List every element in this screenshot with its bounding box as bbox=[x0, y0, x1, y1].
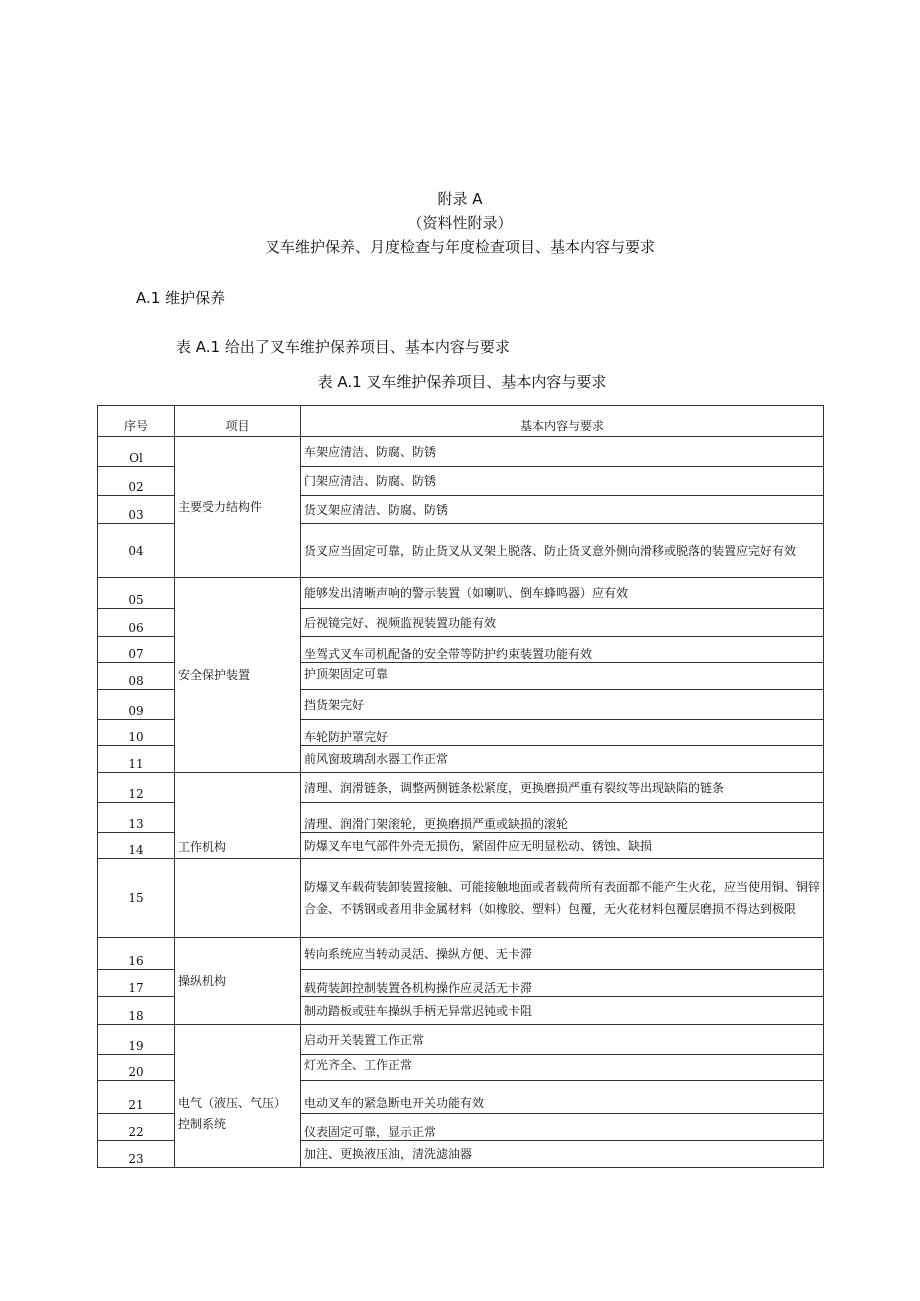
row-seq: Ol bbox=[98, 437, 175, 467]
row-seq: 08 bbox=[98, 663, 175, 690]
row-seq: 09 bbox=[98, 690, 175, 720]
section-heading: A.1 维护保养 bbox=[136, 289, 226, 307]
group-working-mechanism: 工作机构 bbox=[175, 773, 301, 859]
group-control-system: 控制系统 bbox=[175, 1114, 301, 1168]
group-empty-cell bbox=[175, 859, 301, 938]
row-requirement: 护顶架固定可靠 bbox=[301, 663, 824, 690]
row-requirement: 启动开关装置工作正常 bbox=[301, 1025, 824, 1055]
row-requirement: 灯光齐全、工作正常 bbox=[301, 1055, 824, 1081]
table-row bbox=[98, 437, 824, 467]
row-seq: 12 bbox=[98, 773, 175, 803]
table-row bbox=[98, 578, 824, 609]
row-requirement: 电动叉车的紧急断电开关功能有效 bbox=[301, 1081, 824, 1114]
group-safety-devices: 安全保护装置 bbox=[175, 578, 301, 773]
maintenance-table bbox=[97, 405, 824, 1168]
row-seq: 13 bbox=[98, 803, 175, 833]
row-seq: 16 bbox=[98, 938, 175, 970]
row-requirement: 防爆叉车载荷装卸装置接触、可能接触地面或者载荷所有表面都不能产生火花，应当使用铜、铜锌合金、不锈钢或者用非金属材料（如橡胶、塑料）包覆，无火花材料包覆层磨损不得达到极限 bbox=[301, 859, 824, 938]
row-requirement: 制动踏板或驻车操纵手柄无异常迟钝或卡阻 bbox=[301, 997, 824, 1025]
row-seq: 04 bbox=[98, 524, 175, 578]
table-header-row bbox=[98, 406, 824, 437]
row-requirement: 挡货架完好 bbox=[301, 690, 824, 720]
row-requirement: 载荷装卸控制装置各机构操作应灵活无卡滞 bbox=[301, 970, 824, 997]
group-control-mechanism: 操纵机构 bbox=[175, 938, 301, 1025]
row-requirement: 仪表固定可靠，显示正常 bbox=[301, 1114, 824, 1141]
row-requirement: 车轮防护罩完好 bbox=[301, 720, 824, 746]
row-seq: 18 bbox=[98, 997, 175, 1025]
table-row bbox=[98, 1114, 824, 1141]
row-requirement: 坐驾式叉车司机配备的安全带等防护约束装置功能有效 bbox=[301, 637, 824, 663]
table-row bbox=[98, 859, 824, 938]
row-seq: 17 bbox=[98, 970, 175, 997]
table-row bbox=[98, 1025, 824, 1055]
row-seq: 19 bbox=[98, 1025, 175, 1055]
table-row bbox=[98, 773, 824, 803]
row-requirement: 货叉应当固定可靠，防止货叉从叉架上脱落、防止货叉意外侧向滑移或脱落的装置应完好有效 bbox=[301, 524, 824, 578]
row-requirement: 加注、更换液压油，清洗滤油器 bbox=[301, 1141, 824, 1168]
table-caption: 表 A.1 叉车维护保养项目、基本内容与要求 bbox=[317, 373, 607, 391]
row-requirement: 转向系统应当转动灵活、操纵方便、无卡滞 bbox=[301, 938, 824, 970]
row-seq: 20 bbox=[98, 1055, 175, 1081]
appendix-label: 附录 A bbox=[437, 190, 483, 208]
row-requirement: 门架应清洁、防腐、防锈 bbox=[301, 467, 824, 496]
header-item: 项目 bbox=[175, 406, 301, 437]
header-seq: 序号 bbox=[98, 406, 175, 437]
row-requirement: 车架应清洁、防腐、防锈 bbox=[301, 437, 824, 467]
header-requirement: 基本内容与要求 bbox=[301, 406, 824, 437]
table-row bbox=[98, 938, 824, 970]
row-requirement: 货叉架应清洁、防腐、防锈 bbox=[301, 496, 824, 524]
row-requirement: 清理、润滑链条，调整两侧链条松紧度，更换磨损严重有裂纹等出现缺陷的链条 bbox=[301, 773, 824, 803]
row-seq: 14 bbox=[98, 833, 175, 859]
appendix-title: 叉车维护保养、月度检查与年度检查项目、基本内容与要求 bbox=[264, 238, 655, 256]
row-requirement: 清理、润滑门架滚轮，更换磨损严重或缺损的滚轮 bbox=[301, 803, 824, 833]
row-requirement: 前风窗玻璃刮水器工作正常 bbox=[301, 746, 824, 773]
row-seq: 10 bbox=[98, 720, 175, 746]
row-seq: 06 bbox=[98, 609, 175, 637]
row-seq: 23 bbox=[98, 1141, 175, 1168]
row-seq: 11 bbox=[98, 746, 175, 773]
row-seq: 15 bbox=[98, 859, 175, 938]
row-seq: 21 bbox=[98, 1081, 175, 1114]
row-requirement: 后视镜完好、视频监视装置功能有效 bbox=[301, 609, 824, 637]
row-seq: 22 bbox=[98, 1114, 175, 1141]
row-seq: 02 bbox=[98, 467, 175, 496]
group-main-structure: 主要受力结构件 bbox=[175, 437, 301, 578]
section-intro: 表 A.1 给出了叉车维护保养项目、基本内容与要求 bbox=[176, 338, 510, 356]
group-electrical: 电气（液压、气压） bbox=[175, 1025, 301, 1114]
row-requirement: 防爆叉车电气部件外壳无损伤，紧固件应无明显松动、锈蚀、缺损 bbox=[301, 833, 824, 859]
row-seq: 07 bbox=[98, 637, 175, 663]
row-seq: 03 bbox=[98, 496, 175, 524]
row-requirement: 能够发出清晰声响的警示装置（如喇叭、倒车蜂鸣器）应有效 bbox=[301, 578, 824, 609]
row-seq: 05 bbox=[98, 578, 175, 609]
appendix-note: （资料性附录） bbox=[407, 214, 513, 232]
